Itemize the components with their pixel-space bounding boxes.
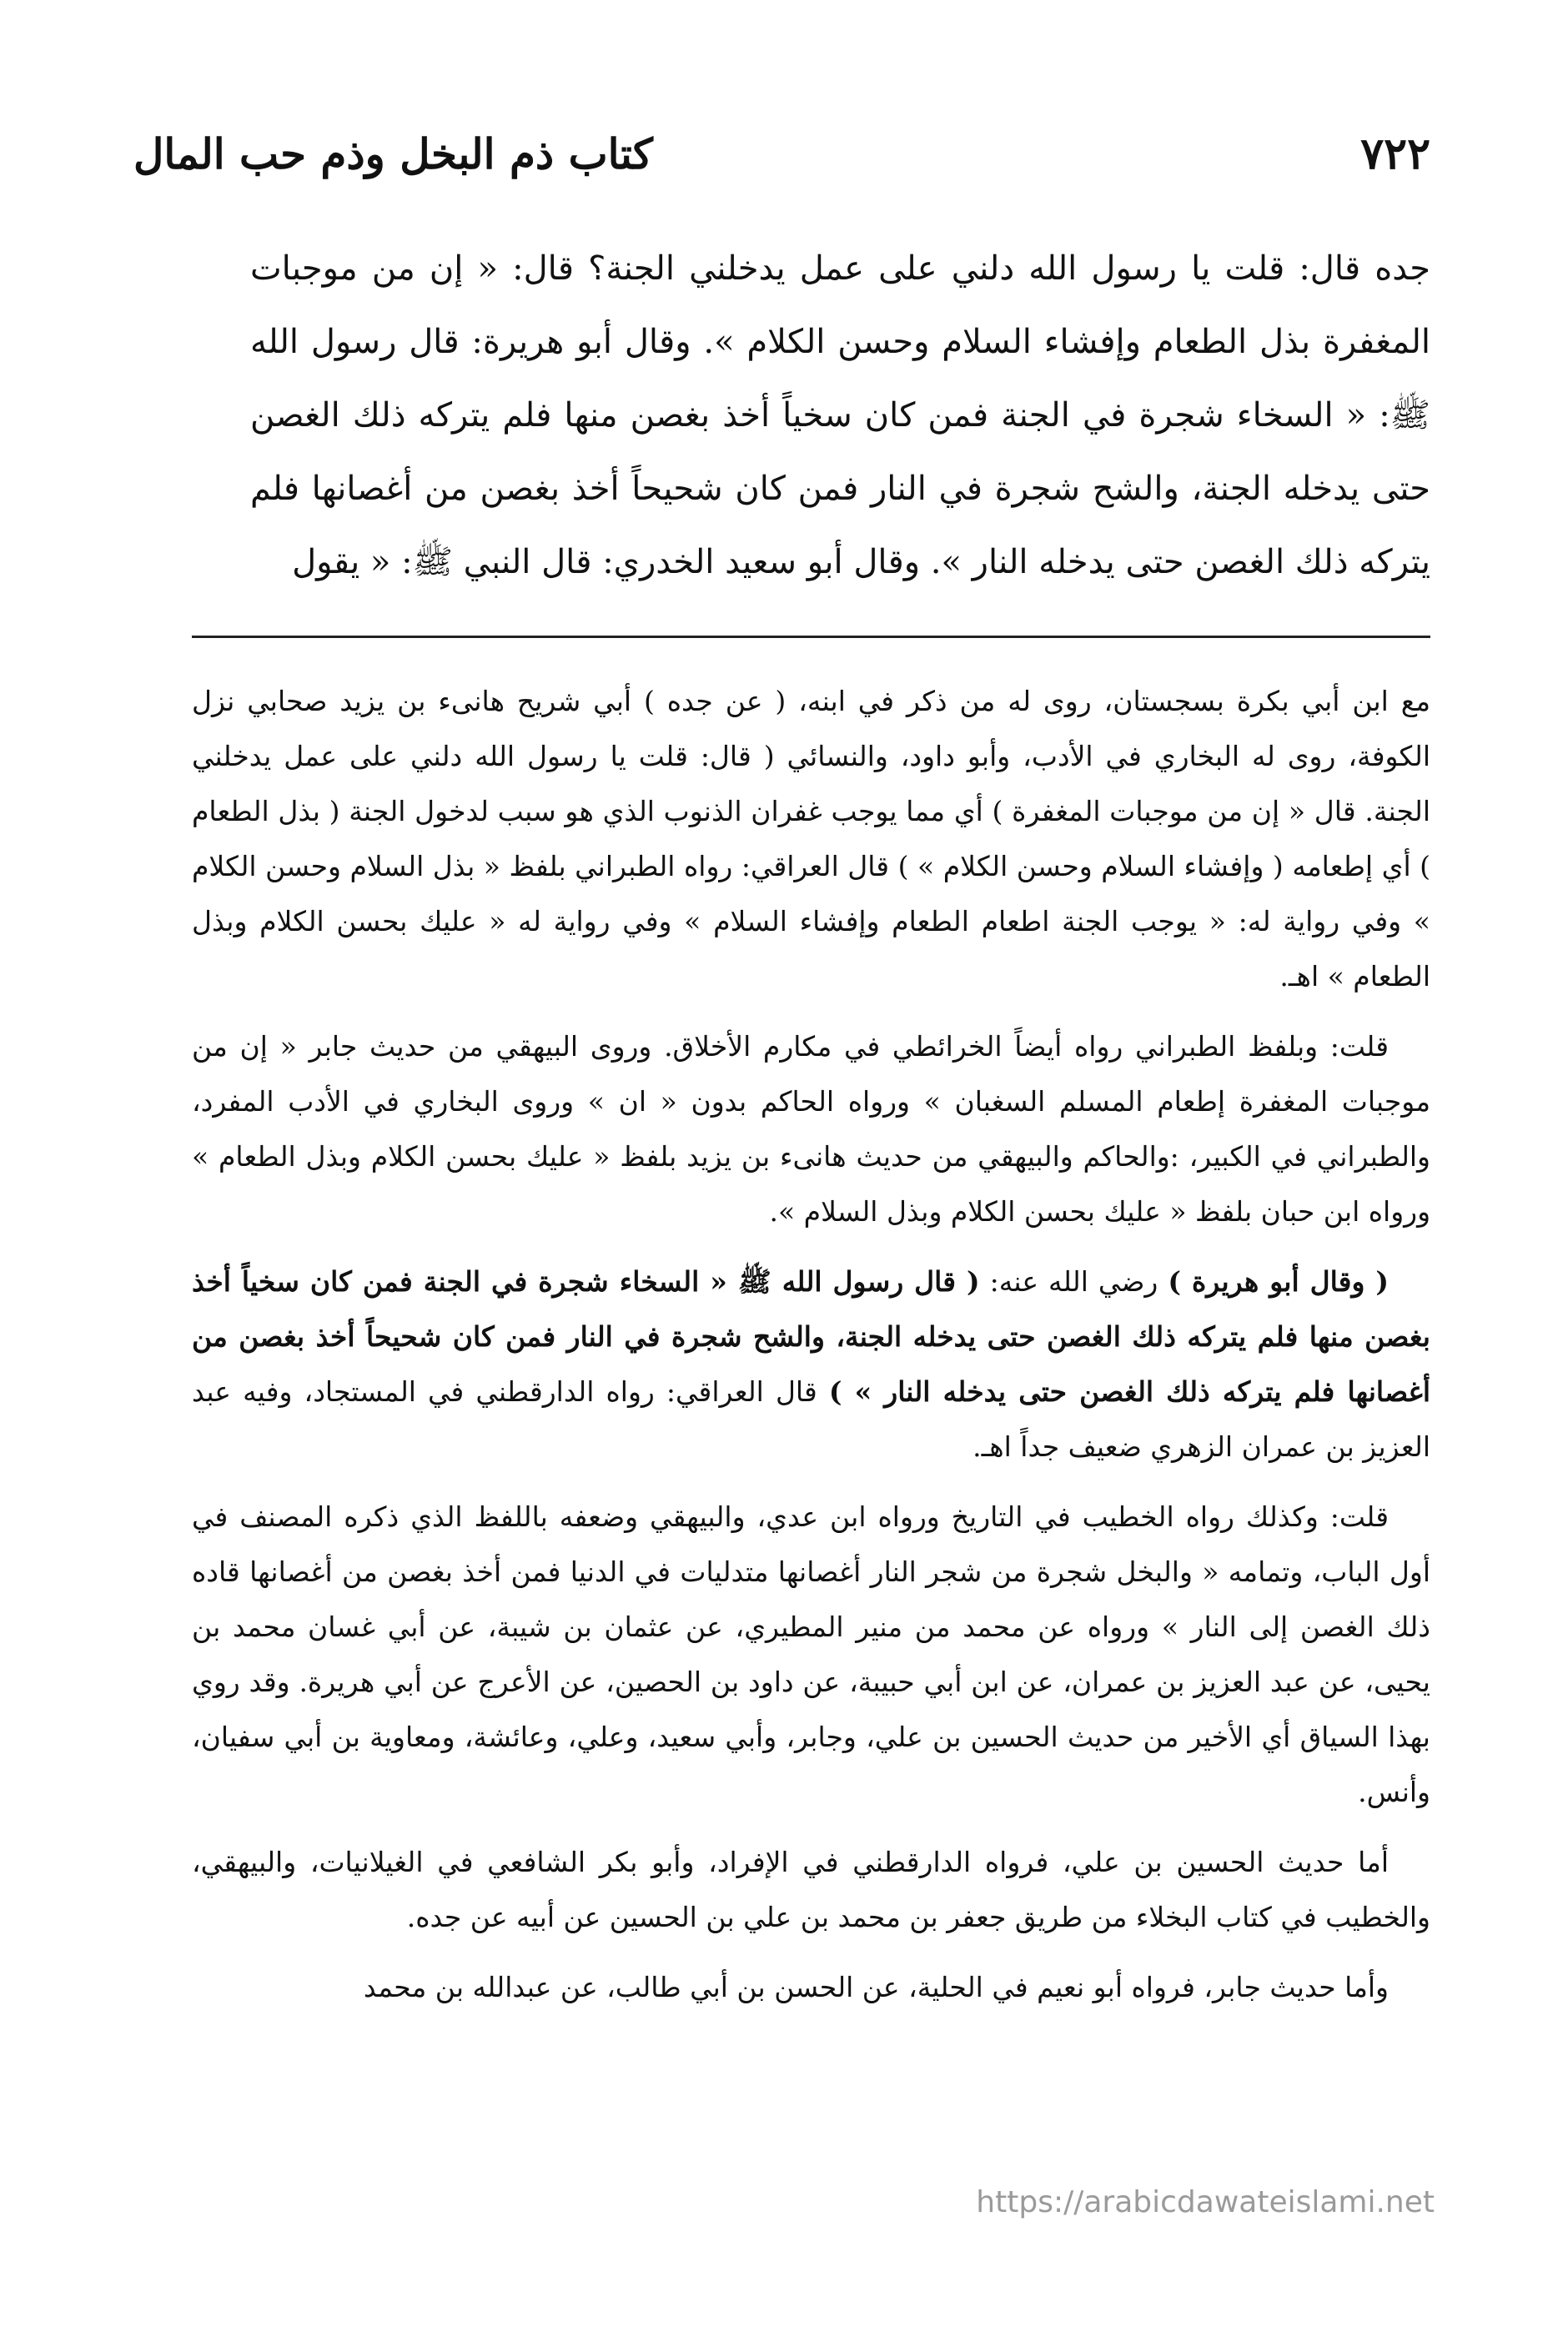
watermark-url: https://arabicdawateislami.net	[976, 2185, 1435, 2219]
commentary-paragraph-3	[192, 1254, 1430, 1475]
quote-plain-1: رضي الله عنه:	[979, 1265, 1168, 1298]
commentary-paragraph-6: وأما حديث جابر، فرواه أبو نعيم في الحلية، عن الحسن بن أبي طالب، عن عبدالله بن محمد	[363, 1971, 1389, 2003]
footnote-divider	[192, 636, 1430, 638]
quote-bold-2: ( قال رسول الله ﷺ « السخاء شجرة في الجنة فمن كان سخياً أخذ بغصن منها فلم يتركه ذلك الغصن حتى يدخله الجنة، والشح شجرة في النار فمن كان شحيحاً أخذ بغصن من أغصانها فلم يتركه ذلك الغصن حتى يدخله النار » )	[192, 1265, 1430, 1408]
commentary-paragraph-2: قلت: وبلفظ الطبراني رواه أيضاً الخرائطي في مكارم الأخلاق. وروى البيهقي من حديث جابر « إن من موجبات المغفرة إطعام المسلم السغبان » ورواه الحاكم بدون « ان » وروى البخاري في الأدب المفرد، والطبراني في الكبير، :والحاكم والبيهقي من حديث هانىء بن يزيد بلفظ « عليك بحسن الكلام وبذل الطعام » ورواه ابن حبان بلفظ « عليك بحسن الكلام وبذل السلام ».	[192, 1030, 1430, 1228]
commentary-paragraph-1: مع ابن أبي بكرة بسجستان، روى له من ذكر في ابنه، ( عن جده ) أبي شريح هانىء بن يزيد صحابي نزل الكوفة، روى له البخاري في الأدب، وأبو داود، والنسائي ( قال: قلت يا رسول الله دلني على عمل يدخلني الجنة. قال « إن من موجبات المغفرة ) أي مما يوجب غفران الذنوب الذي هو سبب لدخول الجنة ( بذل الطعام ) أي إطعامه ( وإفشاء السلام وحسن الكلام » ) قال العراقي: رواه الطبراني بلفظ « بذل السلام وحسن الكلام » وفي رواية له: « يوجب الجنة اطعام الطعام وإفشاء السلام » وفي رواية له « عليك بحسن الكلام وبذل الطعام » اهـ.	[192, 685, 1430, 993]
main-text	[250, 232, 1430, 599]
commentary-paragraph-5: أما حديث الحسين بن علي، فرواه الدارقطني في الإفراد، وأبو بكر الشافعي في الغيلانيات، والبيهقي، والخطيب في كتاب البخلاء من طريق جعفر بن محمد بن علي بن الحسين عن أبيه عن جده.	[192, 1846, 1430, 1933]
main-paragraph: جده قال: قلت يا رسول الله دلني على عمل يدخلني الجنة؟ قال: « إن من موجبات المغفرة بذل الطعام وإفشاء السلام وحسن الكلام ». وقال أبو هريرة: قال رسول الله ﷺ: « السخاء شجرة في الجنة فمن كان سخياً أخذ بغصن منها فلم يتركه ذلك الغصن حتى يدخله الجنة، والشح شجرة في النار فمن كان شحيحاً أخذ بغصن من أغصانها فلم يتركه ذلك الغصن حتى يدخله النار ». وقال أبو سعيد الخدري: قال النبي ﷺ: « يقول	[250, 249, 1430, 581]
page-number: ٧٢٢	[1360, 128, 1430, 179]
page-header	[133, 117, 1430, 192]
commentary	[192, 674, 1430, 2030]
running-title: كتاب ذم البخل وذم حب المال	[133, 129, 653, 178]
quote-bold-1: ( وقال أبو هريرة )	[1168, 1265, 1390, 1298]
quote-plain-2: قال العراقي: رواه الدارقطني في المستجاد، وفيه عبد العزيز بن عمران الزهري ضعيف جداً اهـ.	[192, 1375, 1430, 1463]
commentary-paragraph-4: قلت: وكذلك رواه الخطيب في التاريخ ورواه ابن عدي، والبيهقي وضعفه باللفظ الذي ذكره المصنف في أول الباب، وتمامه « والبخل شجرة من شجر النار أغصانها متدليات في الدنيا فمن أخذ بغصن من أغصانها قاده ذلك الغصن إلى النار » ورواه عن محمد من منير المطيري، عن عثمان بن شيبة، عن أبي غسان محمد بن يحيى، عن عبد العزيز بن عمران، عن ابن أبي حبيبة، عن داود بن الحصين، عن الأعرج عن أبي هريرة. وقد روي بهذا السياق أي الأخير من حديث الحسين بن علي، وجابر، وأبي سعيد، وعلي، وعائشة، ومعاوية بن أبي سفيان، وأنس.	[192, 1500, 1430, 1808]
